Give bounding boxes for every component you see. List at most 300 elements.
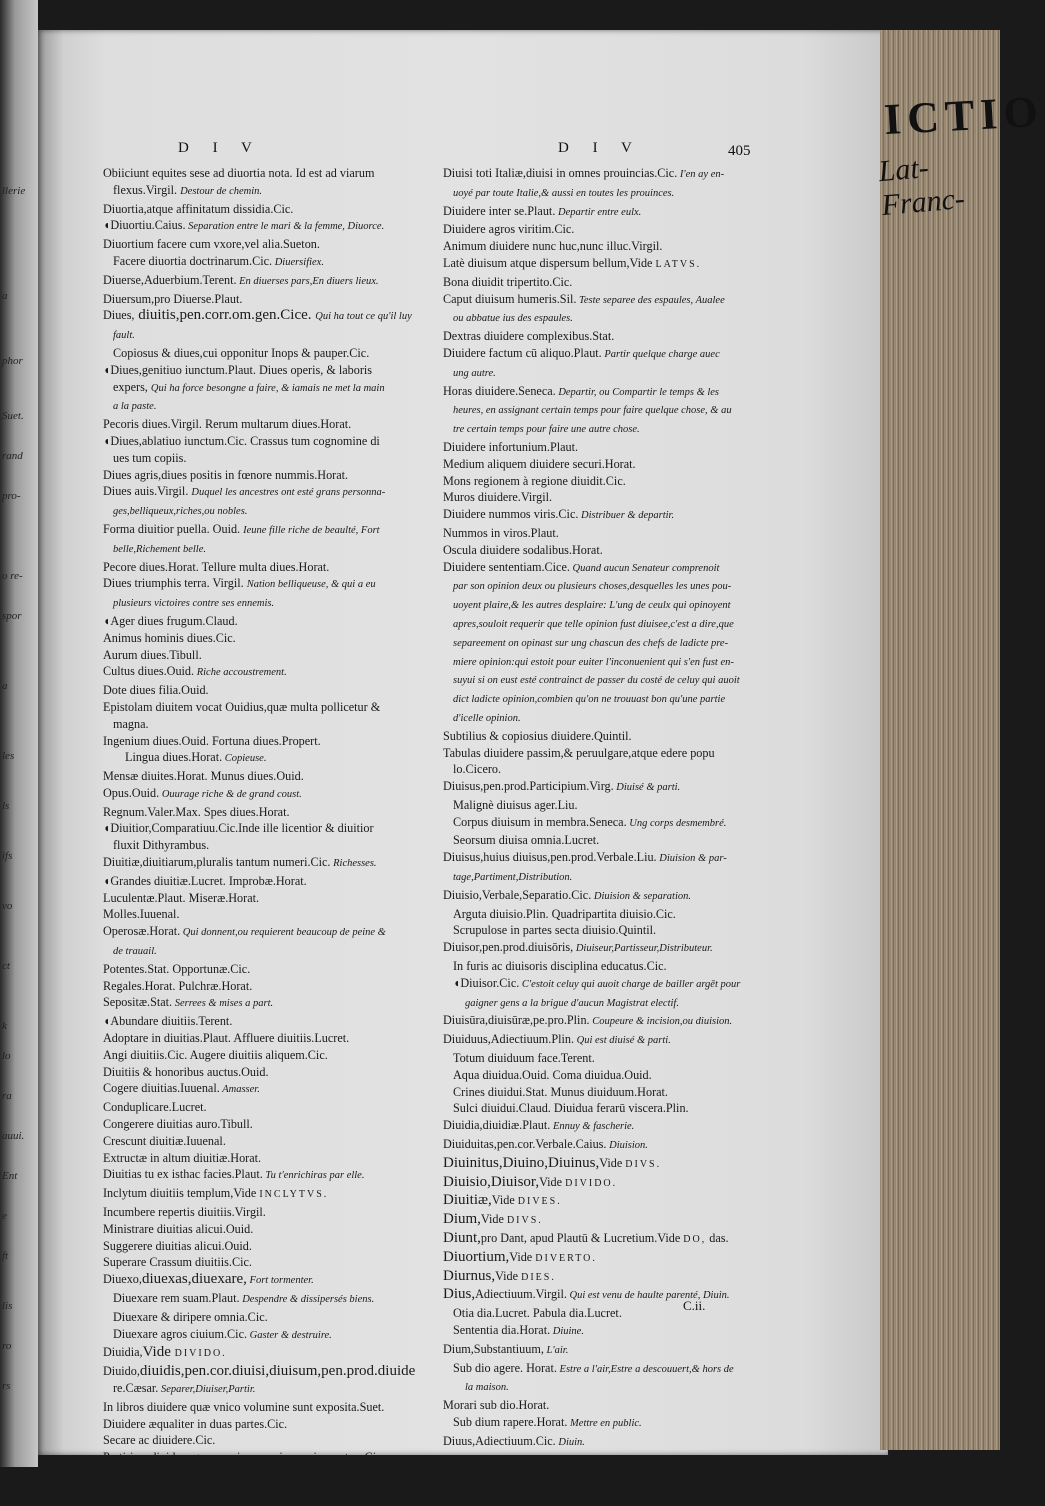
french-gloss: ung autre. bbox=[453, 367, 496, 379]
dictionary-line bbox=[443, 456, 803, 473]
french-gloss: Destour de chemin. bbox=[180, 185, 263, 197]
thumb-tab-label: ICTIO bbox=[882, 86, 1045, 145]
dictionary-line bbox=[443, 489, 803, 506]
dictionary-line bbox=[103, 837, 448, 854]
dictionary-line bbox=[103, 521, 448, 540]
latin-text: ◖Diues,genitiuo iunctum.Plaut. Diues operis, & laboris bbox=[103, 362, 373, 377]
gutter-fragment: rs bbox=[2, 1380, 11, 1392]
dictionary-line bbox=[443, 1136, 803, 1155]
gutter-fragment: Suet. bbox=[2, 410, 24, 422]
latin-text: Subtilius & copiosius diuidere.Quintil. bbox=[443, 728, 632, 743]
headword: diuidis,pen.cor.diuisi,diuisum,pen.prod.diuide bbox=[139, 1363, 416, 1380]
headword: Diuortium, bbox=[443, 1248, 510, 1265]
dictionary-line bbox=[103, 1030, 448, 1047]
dictionary-line bbox=[103, 994, 448, 1013]
latin-text: Facere diuortia doctrinarum.Cic. bbox=[113, 253, 273, 268]
dictionary-line bbox=[443, 1249, 803, 1268]
dictionary-line bbox=[443, 506, 803, 525]
dictionary-line bbox=[103, 253, 448, 272]
dictionary-line bbox=[103, 820, 448, 837]
latin-text: Animus hominis diues.Cic. bbox=[103, 630, 236, 645]
dictionary-line bbox=[443, 1286, 803, 1305]
dictionary-line bbox=[103, 961, 448, 978]
page-fore-edge bbox=[877, 30, 1045, 1450]
latin-text: Diuidere agros viritim.Cic. bbox=[443, 222, 575, 237]
dictionary-line bbox=[443, 1211, 803, 1230]
french-gloss: C'estoit celuy qui auoit charge de bailler argēt pour bbox=[519, 978, 741, 990]
latin-text: Crines diuidui.Stat. Munus diuiduum.Horat. bbox=[453, 1084, 668, 1099]
latin-text: ◖Grandes diuitiæ.Lucret. Improbæ.Horat. bbox=[103, 873, 307, 888]
french-gloss: Amasser. bbox=[219, 1084, 260, 1096]
french-gloss: Estre a l'air,Estre a descouuert,& hors de bbox=[556, 1363, 734, 1375]
french-gloss: Mettre en public. bbox=[567, 1417, 642, 1429]
dictionary-line bbox=[103, 1166, 448, 1185]
french-gloss: Ennuy & fascherie. bbox=[550, 1121, 635, 1133]
headword: Dium, bbox=[443, 1211, 481, 1228]
latin-text: Sulci diuidui.Claud. Diuidua ferarū viscera.Plin. bbox=[453, 1101, 689, 1116]
latin-text: Bona diuidit tripertito.Cic. bbox=[443, 274, 573, 289]
french-gloss: Teste separee des espaules, Aualee bbox=[576, 294, 725, 306]
dictionary-line bbox=[103, 362, 448, 379]
dictionary-line bbox=[103, 1080, 448, 1099]
latin-text: Dextras diuidere complexibus.Stat. bbox=[443, 329, 615, 344]
french-gloss: apres,souloit requerir que telle opinion fust diuisee,c'est a dire,que bbox=[453, 618, 734, 630]
french-gloss: ou abbatue ius des espaules. bbox=[453, 313, 573, 325]
dictionary-line bbox=[443, 203, 803, 222]
french-gloss: Gaster & destruire. bbox=[247, 1329, 332, 1341]
french-gloss: Duquel les ancestres ont esté grans personna- bbox=[191, 487, 386, 499]
dictionary-line bbox=[443, 634, 803, 653]
dictionary-line bbox=[443, 653, 803, 672]
dictionary-line bbox=[443, 1397, 803, 1414]
french-gloss: Separer,Diuiser,Partir. bbox=[158, 1383, 256, 1395]
dictionary-line bbox=[443, 1322, 803, 1341]
french-gloss: Separation entre le mari & la femme, Diuorce. bbox=[185, 221, 385, 233]
cross-reference: DIVERTO. bbox=[535, 1252, 597, 1264]
french-gloss: Qui est venu de haulte parenté, Diuin. bbox=[566, 1290, 730, 1302]
latin-text: In libros diuidere quæ vnico volumine sunt exposita.Suet. bbox=[103, 1399, 385, 1414]
dictionary-line bbox=[103, 1309, 448, 1326]
latin-text: Diuitias tu ex isthac facies.Plaut. bbox=[103, 1167, 263, 1182]
latin-text: ◖Abundare diuitiis.Terent. bbox=[103, 1014, 233, 1029]
dictionary-line bbox=[443, 1117, 803, 1136]
french-gloss: d'icelle opinion. bbox=[453, 712, 521, 724]
latin-text: ◖Diuisor.Cic. bbox=[453, 975, 520, 990]
latin-text: Diuortia,atque affinitatum dissidia.Cic. bbox=[103, 201, 294, 216]
latin-text: Diuexo, bbox=[103, 1272, 142, 1287]
dictionary-line bbox=[103, 768, 448, 785]
dictionary-line bbox=[443, 1489, 803, 1506]
dictionary-line bbox=[103, 1449, 448, 1466]
dictionary-line bbox=[443, 906, 803, 923]
latin-text: ◖Diuitior,Comparatiuu.Cic.Inde ille licentior & diuitior bbox=[103, 821, 374, 836]
french-gloss: Diuine. bbox=[550, 1326, 584, 1337]
latin-text: Partiri ac diuidere genus vniuersum in species certas. Cic. bbox=[103, 1450, 385, 1465]
dictionary-line bbox=[443, 728, 803, 745]
dictionary-line bbox=[443, 255, 803, 274]
french-gloss: L'air. bbox=[543, 1344, 569, 1356]
dictionary-line bbox=[443, 1155, 803, 1174]
latin-text: Medium aliquem diuidere securi.Horat. bbox=[443, 456, 636, 471]
latin-text: Extructæ in altum diuitiæ.Horat. bbox=[103, 1150, 262, 1165]
dictionary-line bbox=[103, 182, 448, 201]
french-gloss: heures, en assignant certain temps pour faire quelque chose, & au bbox=[453, 405, 732, 417]
french-gloss: suyui si on eust esté contrainct de passer du costé de celuy qui auoit bbox=[453, 675, 740, 687]
latin-text: Potentes.Stat. Opportunæ.Cic. bbox=[103, 961, 251, 976]
dictionary-line bbox=[103, 1466, 448, 1483]
dictionary-line bbox=[103, 416, 448, 433]
latin-text: Diues agris,diues positis in fœnore nummis.Horat. bbox=[103, 467, 349, 482]
french-gloss: Despendre & dissipersés biens. bbox=[239, 1294, 375, 1305]
latin-text: das. bbox=[706, 1231, 729, 1246]
latin-text: Diuortium facere cum vxore,vel alia.Sueton. bbox=[103, 237, 320, 252]
dictionary-line bbox=[443, 473, 803, 490]
dictionary-line bbox=[103, 379, 448, 398]
dictionary-line bbox=[443, 797, 803, 814]
gutter-fragment: vo bbox=[2, 900, 13, 912]
dictionary-line bbox=[443, 596, 803, 615]
dictionary-line bbox=[103, 165, 448, 182]
dictionary-line bbox=[103, 1238, 448, 1255]
latin-text: Diuisūra,diuisūræ,pe.pro.Plin. bbox=[443, 1013, 590, 1028]
latin-text: Superare Crassum diuitiis.Cic. bbox=[103, 1255, 252, 1270]
french-gloss: En diuerses pars,En diuers lieux. bbox=[236, 275, 379, 287]
latin-text: Muros diuidere.Virgil. bbox=[443, 490, 553, 505]
dictionary-line bbox=[443, 1230, 803, 1249]
latin-text: Diuiduitas,pen.cor.Verbale.Caius. bbox=[443, 1137, 607, 1152]
dictionary-line bbox=[443, 1470, 803, 1489]
gutter-fragment: ft bbox=[2, 1250, 9, 1262]
latin-text: Diuexare & diripere omnia.Cic. bbox=[113, 1309, 268, 1324]
french-gloss: Ouurage riche & de grand coust. bbox=[159, 788, 302, 800]
dictionary-line bbox=[443, 1084, 803, 1101]
dictionary-line bbox=[103, 663, 448, 682]
latin-text: Dote diues filia.Ouid. bbox=[103, 683, 209, 698]
latin-text: Epistolam diuitem vocat Ouidius,quæ multa pollicetur & bbox=[103, 699, 381, 714]
latin-text: Oscula diuidere sodalibus.Horat. bbox=[443, 542, 603, 557]
latin-text: Nummos in viros.Plaut. bbox=[443, 525, 559, 540]
french-gloss: I'en ay en- bbox=[677, 169, 725, 180]
dictionary-line bbox=[443, 1341, 803, 1360]
dictionary-line bbox=[103, 1432, 448, 1449]
latin-text: Horas diuidere.Seneca. bbox=[443, 383, 556, 398]
latin-text: Lingua diues.Horat. bbox=[125, 750, 223, 765]
french-gloss: Coupeure & incision,ou diuision. bbox=[589, 1016, 733, 1028]
latin-text: Totum diuiduum face.Terent. bbox=[453, 1051, 595, 1066]
latin-text: Aurum diues.Tibull. bbox=[103, 647, 202, 662]
latin-text: Caput diuisum humeris.Sil. bbox=[443, 291, 577, 306]
gutter-fragment: lo bbox=[2, 1050, 11, 1062]
latin-text: Adoptare in diuitias.Plaut. Affluere diuitiis.Lucret. bbox=[103, 1031, 350, 1046]
dictionary-line bbox=[443, 994, 803, 1013]
dictionary-line bbox=[443, 165, 803, 184]
dictionary-line bbox=[443, 709, 803, 728]
dictionary-line bbox=[103, 804, 448, 821]
latin-text: Diuerse,Aduerbium.Terent. bbox=[103, 272, 237, 287]
latin-text: Diuido, bbox=[103, 1364, 140, 1379]
dictionary-line bbox=[103, 1416, 448, 1433]
latin-text: Mensæ diuites.Horat. Munus diues.Ouid. bbox=[103, 769, 304, 784]
gutter-fragment: a bbox=[2, 290, 8, 302]
latin-text: Secare ac diuidere.Cic. bbox=[103, 1433, 216, 1448]
dictionary-line bbox=[103, 1064, 448, 1081]
dictionary-line bbox=[103, 236, 448, 253]
french-gloss: Ieune fille riche de beaulté, Fort bbox=[243, 524, 380, 536]
latin-text: Crescunt diuitiæ.Iuuenal. bbox=[103, 1133, 226, 1148]
latin-text: Diuexare agros ciuium.Cic. bbox=[113, 1326, 248, 1341]
latin-text: Diuidere æqualiter in duas partes.Cic. bbox=[103, 1416, 288, 1431]
latin-text: Diuidere inter se.Plaut. bbox=[443, 203, 556, 218]
french-gloss: Qui ha tout ce qu'il luy bbox=[315, 311, 412, 323]
latin-text: Vide bbox=[599, 1155, 626, 1170]
latin-text: Diuisi toti Italiæ,diuisi in omnes prouincias.Cic. bbox=[443, 166, 678, 180]
dictionary-line bbox=[103, 1116, 448, 1133]
latin-text: Diuisus,pen.prod.Participium.Virg. bbox=[443, 779, 614, 794]
french-gloss: uenuz dieux,comme Hercules,& autres. bbox=[465, 1474, 630, 1486]
latin-text: Corpus diuisum in membra.Seneca. bbox=[453, 814, 627, 829]
latin-text: Vide bbox=[491, 1193, 518, 1208]
headword: Diurnus, bbox=[443, 1267, 496, 1284]
right-running-header: D I V bbox=[558, 140, 642, 156]
previous-page-edge bbox=[0, 0, 38, 1467]
latin-text: Cultus diues.Ouid. bbox=[103, 664, 195, 679]
french-gloss: Departir, ou Compartir le temps & les bbox=[555, 386, 720, 398]
french-gloss: Copieuse. bbox=[222, 753, 267, 765]
dictionary-line bbox=[103, 854, 448, 873]
dictionary-line bbox=[443, 761, 803, 778]
dictionary-line bbox=[103, 1344, 448, 1363]
french-gloss: Riche accoustrement. bbox=[194, 667, 287, 679]
latin-text: Scrupulose in partes secta diuisio.Quintil. bbox=[453, 923, 657, 938]
dictionary-line bbox=[103, 1290, 448, 1309]
dictionary-line bbox=[443, 922, 803, 939]
dictionary-line bbox=[443, 1414, 803, 1433]
french-gloss: la maison. bbox=[465, 1382, 509, 1394]
gutter-fragment: ifs bbox=[2, 850, 13, 862]
gutter-fragment: a bbox=[2, 680, 8, 692]
latin-text: Tabulas diuidere passim,& peruulgare,atque edere popu bbox=[443, 745, 715, 760]
dictionary-line bbox=[103, 716, 448, 733]
dictionary-line bbox=[103, 467, 448, 484]
latin-text: Conduplicare.Lucret. bbox=[103, 1100, 207, 1115]
gutter-fragment: auui. bbox=[2, 1130, 25, 1142]
dictionary-line bbox=[443, 814, 803, 833]
dictionary-line bbox=[103, 272, 448, 291]
french-gloss: Ung corps desmembré. bbox=[626, 817, 727, 829]
latin-text: Sub dio agere. Horat. bbox=[453, 1360, 557, 1375]
latin-text: pro Dant, apud Plautū & Lucretium.Vide bbox=[480, 1231, 684, 1246]
latin-text: Vide bbox=[539, 1174, 566, 1189]
dictionary-line bbox=[103, 733, 448, 750]
french-gloss: gaigner gens a la brigue d'aucun Magistrat electif. bbox=[465, 997, 679, 1009]
dictionary-line bbox=[103, 890, 448, 907]
french-gloss: de trauail. bbox=[113, 946, 157, 958]
dictionary-line bbox=[103, 433, 448, 450]
dictionary-line bbox=[443, 1452, 803, 1471]
dictionary-line bbox=[103, 1221, 448, 1238]
french-gloss: Richesses. bbox=[330, 858, 377, 870]
latin-text: Aqua diuidua.Ouid. Coma diuidua.Ouid. bbox=[453, 1067, 652, 1082]
latin-text: Diuidia, bbox=[103, 1345, 143, 1360]
latin-text: Angi diuitiis.Cic. Augere diuitiis aliquem.Cic. bbox=[103, 1047, 328, 1062]
latin-text: Benigni diui.Horat. Immortales.Lucret. bbox=[443, 1490, 634, 1505]
dictionary-line bbox=[443, 238, 803, 255]
dictionary-line bbox=[443, 1360, 803, 1379]
french-gloss: Diuisé & parti. bbox=[613, 782, 681, 794]
latin-text: Cogere diuitias.Iuuenal. bbox=[103, 1081, 220, 1096]
dictionary-line bbox=[443, 615, 803, 634]
latin-text: Luculentæ.Plaut. Miseræ.Horat. bbox=[103, 890, 260, 905]
gutter-fragment: pro- bbox=[2, 490, 21, 502]
french-gloss: Ceulx que les payens estimoyent apres leur mort estre de- bbox=[497, 1455, 743, 1467]
dictionary-line bbox=[103, 502, 448, 521]
dictionary-line bbox=[103, 540, 448, 559]
latin-text: Arguta diuisio.Plin. Quadripartita diuisio.Cic. bbox=[453, 906, 676, 921]
dictionary-line bbox=[103, 559, 448, 576]
french-gloss: fault. bbox=[113, 330, 135, 342]
dictionary-line bbox=[443, 975, 803, 994]
latin-text: Mons regionem à regione diuidit.Cic. bbox=[443, 473, 626, 488]
latin-text: ues tum copiis. bbox=[113, 450, 187, 465]
dictionary-line bbox=[443, 364, 803, 383]
dictionary-line bbox=[443, 832, 803, 849]
dictionary-line bbox=[103, 873, 448, 890]
dictionary-line bbox=[103, 978, 448, 995]
latin-text: Diuidia,diuidiæ.Plaut. bbox=[443, 1118, 551, 1133]
french-gloss: ges,belliqueux,riches,ou nobles. bbox=[113, 506, 248, 518]
french-gloss: Diuersifiex. bbox=[272, 256, 324, 268]
dictionary-line bbox=[103, 1099, 448, 1116]
dictionary-line bbox=[443, 690, 803, 709]
gutter-fragment: les bbox=[2, 750, 15, 762]
dictionary-line bbox=[103, 307, 448, 326]
dictionary-line bbox=[443, 778, 803, 797]
dictionary-line bbox=[443, 868, 803, 887]
dictionary-line bbox=[443, 1067, 803, 1084]
dictionary-line bbox=[443, 328, 803, 345]
dictionary-line bbox=[103, 291, 448, 308]
latin-text: re.Cæsar. bbox=[113, 1380, 159, 1395]
french-gloss: Departir entre eulx. bbox=[555, 206, 642, 218]
latin-text: In furis ac diuisoris disciplina educatus.Cic. bbox=[453, 959, 667, 974]
gutter-fragment: e bbox=[2, 1210, 7, 1222]
latin-text: lo.Cicero. bbox=[453, 762, 502, 777]
latin-text: Diuiduus,Adiectiuum.Plin. bbox=[443, 1032, 575, 1047]
french-gloss: Partir quelque charge auec bbox=[601, 348, 720, 360]
french-gloss: Quand aucun Senateur comprenoit bbox=[569, 562, 720, 574]
catchword: C.ii. bbox=[683, 1298, 706, 1313]
gutter-fragment: phor bbox=[2, 355, 23, 367]
latin-text: Diuexare rem suam.Plaut. bbox=[113, 1291, 240, 1305]
right-column bbox=[443, 165, 803, 1506]
french-gloss: separeement on opinast sur ung chascun des chefs de ladicte pre- bbox=[453, 637, 729, 649]
dictionary-line bbox=[103, 613, 448, 630]
latin-text: expers, bbox=[113, 379, 151, 394]
dictionary-line bbox=[103, 1133, 448, 1150]
latin-text: Ministrare diuitias alicui.Ouid. bbox=[103, 1221, 254, 1236]
dictionary-line bbox=[103, 575, 448, 594]
latin-text: Otia dia.Lucret. Pabula dia.Lucret. bbox=[453, 1306, 622, 1321]
dictionary-line bbox=[103, 923, 448, 942]
dictionary-line bbox=[103, 749, 448, 768]
latin-text: Latè diuisum atque dispersum bellum,Vide bbox=[443, 255, 656, 270]
gutter-fragment: ro bbox=[2, 1340, 12, 1352]
dictionary-line bbox=[443, 1031, 803, 1050]
dictionary-line bbox=[443, 1305, 803, 1322]
french-gloss: Diuin. bbox=[555, 1436, 585, 1448]
page-number: 405 bbox=[728, 143, 751, 159]
dictionary-line bbox=[443, 1012, 803, 1031]
dictionary-line bbox=[443, 1378, 803, 1397]
french-gloss: Fort tormenter. bbox=[246, 1275, 314, 1287]
dictionary-line bbox=[443, 1050, 803, 1067]
dictionary-line bbox=[103, 1204, 448, 1221]
dictionary-line bbox=[103, 1271, 448, 1290]
gutter-fragment: rand bbox=[2, 450, 23, 462]
french-gloss: Diuision. bbox=[606, 1140, 648, 1152]
latin-text: Diuidi passim & peruulgari.Cic. bbox=[103, 1466, 260, 1481]
dictionary-line bbox=[443, 274, 803, 291]
headword: Diuinitus,Diuino,Diuinus, bbox=[443, 1154, 600, 1171]
gutter-fragment: k bbox=[2, 1020, 7, 1032]
french-gloss: Qui ha force besongne a faire, & iamais ne met la main bbox=[150, 382, 385, 394]
latin-text: Dium,Substantiuum, bbox=[443, 1341, 544, 1356]
french-gloss: tage,Partiment,Distribution. bbox=[453, 872, 573, 884]
dictionary-line bbox=[103, 647, 448, 664]
latin-text: Pecoris diues.Virgil. Rerum multarum diues.Horat. bbox=[103, 417, 352, 432]
latin-text: Operosæ.Horat. bbox=[103, 924, 181, 939]
cross-reference: LATVS. bbox=[655, 258, 702, 270]
dictionary-line bbox=[443, 1100, 803, 1117]
dictionary-line bbox=[443, 221, 803, 238]
latin-text: Diues, bbox=[103, 308, 135, 323]
latin-text: Diuidere sententiam.Cice. bbox=[443, 559, 570, 574]
latin-text: Diui.Cic. bbox=[453, 1452, 498, 1467]
french-gloss: Distribuer & departir. bbox=[578, 510, 675, 522]
latin-text: Diuidere factum cū aliquo.Plaut. bbox=[443, 345, 602, 360]
latin-text: Diuitiis & honoribus auctus.Ouid. bbox=[103, 1064, 269, 1079]
dictionary-line bbox=[443, 1192, 803, 1211]
gutter-fragment: spor bbox=[2, 610, 22, 622]
left-column bbox=[103, 165, 448, 1483]
dictionary-line bbox=[103, 1254, 448, 1271]
latin-text: Molles.Iuuenal. bbox=[103, 907, 180, 922]
dictionary-line bbox=[443, 887, 803, 906]
gutter-fragment: ra bbox=[2, 1090, 12, 1102]
french-gloss: belle,Richement belle. bbox=[113, 543, 206, 555]
cross-reference: DO, bbox=[683, 1234, 707, 1246]
dictionary-line bbox=[443, 383, 803, 402]
latin-text: Seorsum diuisa omnia.Lucret. bbox=[453, 833, 600, 848]
headword: Dius, bbox=[443, 1286, 476, 1303]
dictionary-line bbox=[443, 1268, 803, 1287]
dictionary-line bbox=[103, 1363, 448, 1380]
dictionary-line bbox=[103, 785, 448, 804]
french-gloss: uoyé par toute Italie,& aussi en toutes les prouinces. bbox=[453, 187, 675, 199]
gutter-fragment: ct bbox=[2, 960, 10, 972]
latin-text: Diuisus,huius diuisus,pen.prod.Verbale.Liu. bbox=[443, 850, 657, 865]
french-gloss: plusieurs victoires contre ses ennemis. bbox=[113, 598, 275, 610]
french-gloss: par son opinion deux ou plusieurs choses,desquelles les unes pou- bbox=[453, 581, 732, 593]
latin-text: Diues auis.Virgil. bbox=[103, 484, 192, 499]
gutter-fragment: Ent bbox=[2, 1170, 18, 1182]
headword: Vide bbox=[142, 1344, 175, 1361]
dictionary-line bbox=[443, 345, 803, 364]
latin-text: Regnum.Valer.Max. Spes diues.Horat. bbox=[103, 804, 290, 819]
latin-text: Sepositæ.Stat. bbox=[103, 995, 173, 1010]
dictionary-line bbox=[443, 559, 803, 578]
latin-text: Diues triumphis terra. Virgil. bbox=[103, 576, 247, 591]
